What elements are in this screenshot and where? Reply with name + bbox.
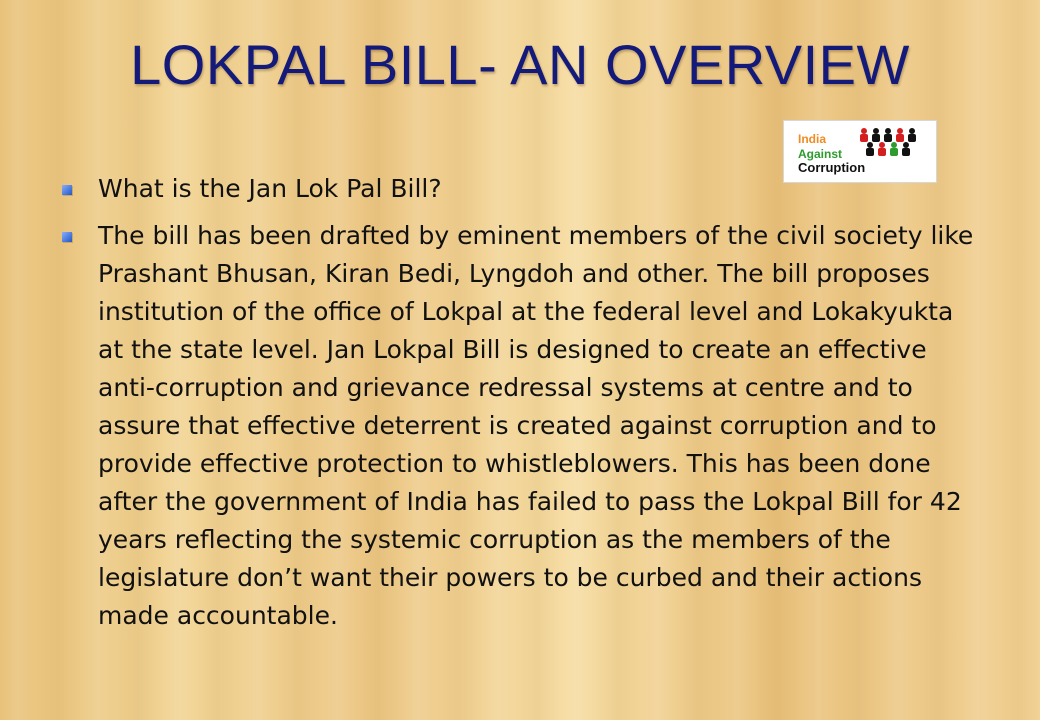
logo-text-india: India <box>798 132 827 146</box>
logo-text-against: Against <box>798 147 843 161</box>
logo-text-corruption: Corruption <box>798 160 866 175</box>
bullet-item-description <box>62 217 982 635</box>
square-bullet-icon <box>62 185 72 195</box>
bullet-text-description: The bill has been drafted by eminent members of the civil society like Prashant Bhusan, Kiran Bedi, Lyngdoh and other. The bill proposes institution of the office of Lokpal at the federal level and Lokakyukta at the state level. Jan Lokpal Bill is designed to create an effective anti-corruption and grievance redressal systems at centre and to assure that effective deterrent is created against corruption and to provide effective protection to whistleblowers. This has been done after the government of India has failed to pass the Lokpal Bill for 42 years reflecting the systemic corruption as the members of the legislature don’t want their powers to be curbed and their actions made accountable. <box>98 221 974 630</box>
slide-bullet-list <box>62 170 982 635</box>
square-bullet-icon <box>62 232 72 242</box>
slide-title: LOKPAL BILL- AN OVERVIEW <box>130 33 910 96</box>
bullet-text-question: What is the Jan Lok Pal Bill? <box>98 174 442 203</box>
bullet-item-question <box>62 170 982 208</box>
